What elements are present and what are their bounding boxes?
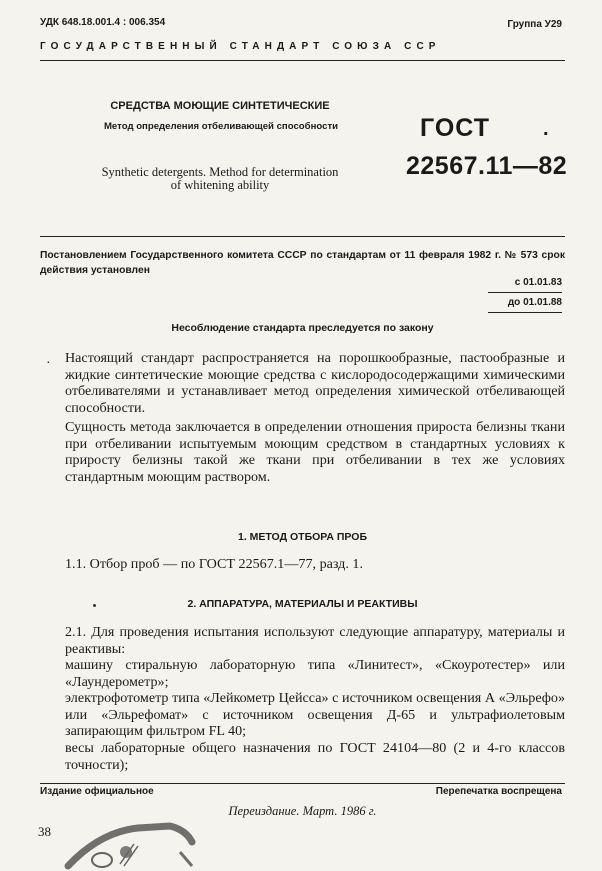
- udk-code: УДК 648.18.001.4 : 006.354: [40, 17, 166, 28]
- subtitle-ru: Метод определения отбеливающей способности: [103, 121, 339, 132]
- title-ru: СРЕДСТВА МОЮЩИЕ СИНТЕТИЧЕСКИЕ: [110, 100, 330, 112]
- list-item-washing-machine: машину стиральную лабораторную типа «Линитест», «Скоуротестер» или «Лаундерометр»;: [65, 657, 565, 690]
- page-number: 38: [38, 824, 51, 839]
- gost-dot-mark: .: [543, 118, 549, 140]
- list-item-balance: весы лабораторные общего назначения по ГОСТ 24104—80 (2 и 4-го классов точности);: [65, 740, 565, 773]
- reprint-ban-label: Перепечатка воспрещена: [435, 786, 562, 797]
- law-notice: Несоблюдение стандарта преследуется по закону: [171, 322, 434, 334]
- gost-number: 22567.11—82: [406, 152, 568, 180]
- group-code: Группа У29: [507, 19, 562, 30]
- list-item-photometer: электрофотометр типа «Лейкометр Цейсса» с источником освещения А «Эльрефо» или «Эльрефомат» с источником освещения Д-65 и ультрафиолетовым запирающим фильтром FL 40;: [65, 690, 565, 739]
- title-en-line2: of whitening ability: [170, 178, 270, 192]
- section-2-heading: 2. АППАРАТУРА, МАТЕРИАЛЫ И РЕАКТИВЫ: [187, 598, 418, 610]
- edition-label: Издание официальное: [40, 786, 154, 797]
- gost-label: ГОСТ: [420, 114, 490, 142]
- reedition-note: Переиздание. Март. 1986 г.: [228, 804, 377, 818]
- valid-to-underline: [488, 312, 562, 313]
- title-en: [60, 166, 380, 192]
- intro-paragraph-2: Сущность метода заключается в определении отношения прироста белизны ткани при отбеливании испытуемым моющим средством в стандартных условиях к приросту белизны такой же ткани при отбеливании в тех же условиях стандартным моющим раствором.: [65, 419, 565, 485]
- top-divider: [40, 60, 565, 61]
- valid-from-date: с 01.01.83: [514, 277, 562, 288]
- item-1-1: 1.1. Отбор проб — по ГОСТ 22567.1—77, разд. 1.: [65, 556, 363, 572]
- section-1-heading: 1. МЕТОД ОТБОРА ПРОБ: [237, 531, 367, 543]
- valid-to-date: до 01.01.88: [507, 297, 562, 308]
- library-stamp-icon: [60, 822, 200, 870]
- margin-bullet: ·: [46, 356, 51, 371]
- bottom-divider: [40, 783, 565, 784]
- title-en-line1: Synthetic detergents. Method for determination: [101, 165, 339, 179]
- intro-paragraph-1: Настоящий стандарт распространяется на порошкообразные, пастообразные и жидкие синтетические моющие средства с кислородосодержащими химическими отбеливателями и устанавливает метод определения химической отбеливающей способности.: [65, 350, 565, 416]
- decree-text: Постановлением Государственного комитета СССР по стандартам от 11 февраля 1982 г. № 573 срок действия установлен: [40, 250, 565, 276]
- item-2-1: 2.1. Для проведения испытания используют следующие аппаратуру, материалы и реактивы:: [65, 624, 565, 657]
- middle-divider: [40, 236, 565, 237]
- valid-from-underline: [488, 292, 562, 293]
- state-standard-banner: ГОСУДАРСТВЕННЫЙ СТАНДАРТ СОЮЗА ССР: [40, 41, 441, 52]
